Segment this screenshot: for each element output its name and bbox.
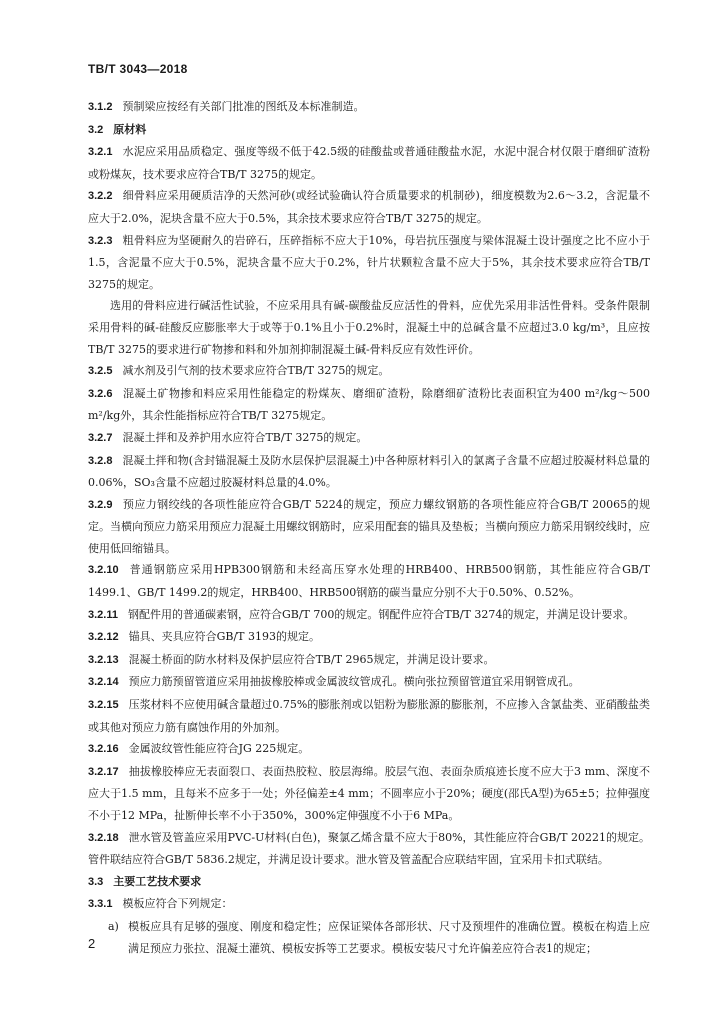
clause-text: 水泥应采用品质稳定、强度等级不低于42.5级的硅酸盐或普通硅酸盐水泥，水泥中混合材仅限于磨细矿渣粉或粉煤灰，技术要求应符合TB/T 3275的规定。: [88, 145, 650, 181]
clause-3-2-9: [88, 494, 650, 560]
clause-text: 泄水管及管盖应采用PVC-U材料(白色)，聚氯乙烯含量不应大于80%，其性能应符合GB/T 20221的规定。管件联结应符合GB/T 5836.2规定，并满足设计要求。泄水管及管盖配合应联结牢固，宜采用卡扣式联结。: [88, 830, 650, 867]
clause-number: 3.2.5: [88, 365, 113, 378]
list-item-text: 模板应具有足够的强度、刚度和稳定性；应保证梁体各部形状、尺寸及预埋件的准确位置。模板在构造上应满足预应力张拉、混凝土灌筑、模板安拆等工艺要求。模板安装尺寸允许偏差应符合表1的规定；: [128, 919, 650, 955]
clause-text: 减水剂及引气剂的技术要求应符合TB/T 3275的规定。: [122, 364, 390, 378]
clause-number: 3.2.3: [88, 234, 113, 247]
clause-number: 3.2.15: [88, 699, 119, 712]
clause-text: 钢配件用的普通碳素钢，应符合GB/T 700的规定。钢配件应符合TB/T 3274的规定，并满足设计要求。: [127, 607, 635, 621]
clause-3-2-6: [88, 383, 650, 427]
document-body: [88, 96, 650, 959]
clause-number: 3.2.8: [88, 454, 113, 467]
clause-text: 模板应符合下列规定：: [122, 897, 233, 911]
clause-3-2-2: [88, 185, 650, 229]
clause-3-2-7: [88, 427, 650, 450]
clause-text: 混凝土拌和物(含封锚混凝土及防水层保护层混凝土)中各种原材料引入的氯离子含量不应超过胶凝材料总量的0.06%，SO₃含量不应超过胶凝材料总量的4.0%。: [88, 453, 650, 490]
clause-text: 普通钢筋应采用HPB300钢筋和未经高压穿水处理的HRB400、HRB500钢筋，其性能应符合GB/T 1499.1、GB/T 1499.2的规定，HRB400、HRB500钢筋的碳当量应分别不大于0.50%、0.52%。: [88, 563, 650, 600]
clause-number: 3.2.11: [88, 608, 118, 621]
clause-number: 3.2.2: [88, 190, 113, 203]
clause-text: 压浆材料不应使用碱含量超过0.75%的膨胀剂或以铝粉为膨胀源的膨胀剂，不应掺入含氯盐类、亚硝酸盐类或其他对预应力筋有腐蚀作用的外加剂。: [88, 698, 650, 734]
clause-text: 锚具、夹具应符合GB/T 3193的规定。: [128, 630, 320, 644]
clause-number: 3.2.13: [88, 653, 119, 666]
clause-3-2-13: [88, 649, 650, 672]
clause-text: 金属波纹管性能应符合JG 225规定。: [128, 742, 310, 756]
section-heading-3-2: [88, 119, 650, 142]
clause-number: 3.2.17: [88, 765, 119, 778]
clause-number: 3.3.1: [88, 898, 113, 911]
list-item-label: a): [108, 919, 119, 933]
standard-code: TB/T 3043—2018: [88, 62, 188, 76]
clause-3-2-3-continuation: [88, 295, 650, 360]
clause-number: 3.2.14: [88, 676, 119, 689]
clause-3-2-11: [88, 604, 650, 627]
clause-3-2-8: [88, 450, 650, 494]
clause-number: 3.2.6: [88, 387, 113, 400]
clause-number: 3.1.2: [88, 101, 113, 113]
clause-text: 混凝土拌和及养护用水应符合TB/T 3275的规定。: [122, 430, 368, 444]
clause-text: 抽拔橡胶棒应无表面裂口、表面热胶粒、胶层海绵。胶层气泡、表面杂质痕迹长度不应大于3 mm、深度不应大于1.5 mm，且每米不应多于一处；外径偏差±4 mm；不圆率应小于20%；硬度(邵氏A型)为65±5；拉伸强度不小于12 MPa，扯断伸长率不小于350%，300%定伸强度不小于6 MPa。: [88, 764, 650, 822]
clause-number: 3.2.7: [88, 431, 113, 444]
section-number: 3.2: [88, 123, 104, 136]
page-number: 2: [88, 936, 96, 951]
clause-number: 3.2.9: [88, 498, 113, 511]
clause-number: 3.2.12: [88, 631, 119, 644]
clause-number: 3.2.16: [88, 743, 119, 756]
clause-text: 预应力筋预留管道应采用抽拔橡胶棒或金属波纹管成孔。横向张拉预留管道宜采用钢管成孔。: [128, 675, 580, 689]
clause-3-2-5: [88, 360, 650, 383]
clause-3-2-3: [88, 230, 650, 296]
clause-text: 粗骨料应为坚硬耐久的岩碎石，压碎指标不应大于10%，母岩抗压强度与梁体混凝土设计强度之比不应小于1.5，含泥量不应大于0.5%，泥块含量不应大于0.2%，针片状颗粒含量不应大于5%，其余技术要求应符合TB/T 3275的规定。: [88, 233, 650, 291]
section-title: 原材料: [113, 122, 147, 136]
clause-text: 混凝土矿物掺和料应采用性能稳定的粉煤灰、磨细矿渣粉，除磨细矿渣粉比表面积宜为400 m²/kg～500 m²/kg外，其余性能指标应符合TB/T 3275规定。: [88, 386, 650, 423]
clause-3-2-15: [88, 694, 650, 738]
clause-3-2-17: [88, 761, 650, 827]
clause-text: 预制梁应按经有关部门批准的图纸及本标准制造。: [122, 100, 365, 113]
clause-3-2-1: [88, 141, 650, 185]
section-title: 主要工艺技术要求: [113, 874, 202, 888]
clause-3-2-14: [88, 671, 650, 694]
clause-text: 细骨料应采用硬质洁净的天然河砂(或经试验确认符合质量要求的机制砂)，细度模数为2.6～3.2，含泥量不应大于2.0%，泥块含量不应大于0.5%，其余技术要求应符合TB/T 3275的规定。: [88, 189, 650, 225]
clause-3-2-12: [88, 626, 650, 649]
clause-number: 3.2.1: [88, 146, 113, 159]
clause-number: 3.2.18: [88, 831, 119, 844]
clause-text: 预应力钢绞线的各项性能应符合GB/T 5224的规定，预应力螺纹钢筋的各项性能应符合GB/T 20065的规定。当横向预应力筋采用预应力混凝土用螺纹钢筋时，应采用配套的锚具及垫板；当横向预应力筋采用钢绞线时，应使用低回缩锚具。: [88, 497, 650, 555]
clause-3-1-2: [88, 96, 650, 119]
list-item-a: [88, 916, 650, 959]
clause-3-3-1: [88, 893, 650, 916]
clause-3-2-10: [88, 559, 650, 603]
section-number: 3.3: [88, 875, 104, 888]
clause-text: 混凝土桥面的防水材料及保护层应符合TB/T 2965规定，并满足设计要求。: [128, 652, 495, 666]
clause-3-2-18: [88, 827, 650, 871]
clause-number: 3.2.10: [88, 564, 119, 577]
clause-3-2-16: [88, 738, 650, 761]
section-heading-3-3: [88, 871, 650, 894]
clause-text: 选用的骨料应进行碱活性试验，不应采用具有碱-碳酸盐反应活性的骨料，应优先采用非活性骨料。受条件限制采用骨料的碱-硅酸反应膨胀率大于或等于0.1%且小于0.2%时，混凝土中的总碱含量不应超过3.0 kg/m³，且应按TB/T 3275的要求进行矿物掺和料和外加剂抑制混凝土碱-骨料反应有效性评价。: [88, 299, 650, 356]
